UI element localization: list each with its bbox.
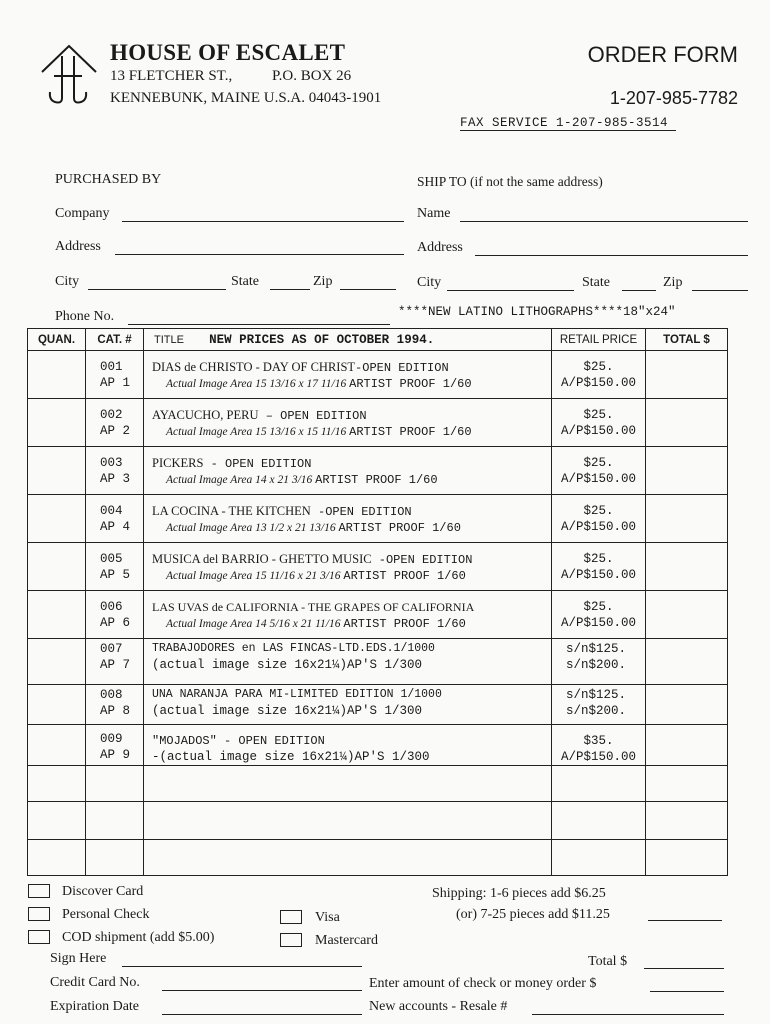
ship-address-field[interactable] bbox=[475, 255, 748, 256]
quan-cell[interactable] bbox=[28, 447, 86, 495]
purchased-by-heading: PURCHASED BY bbox=[55, 172, 162, 187]
title-cell[interactable] bbox=[144, 766, 552, 802]
col-title bbox=[144, 329, 552, 351]
quan-cell[interactable] bbox=[28, 685, 86, 725]
expiration-field[interactable] bbox=[162, 1014, 362, 1015]
total-cell[interactable] bbox=[646, 543, 728, 591]
image-size: (actual image size 16x21¼)AP'S 1/300 bbox=[152, 704, 423, 718]
col-retail: RETAIL PRICE bbox=[552, 329, 646, 351]
print-title: LA COCINA - THE KITCHEN bbox=[152, 504, 311, 518]
sign-label: Sign Here bbox=[50, 951, 107, 966]
price-cell[interactable] bbox=[552, 840, 646, 876]
ship-address-label: Address bbox=[417, 240, 463, 255]
quan-cell[interactable] bbox=[28, 802, 86, 840]
price: $25. bbox=[583, 552, 614, 566]
phone-number: 1-207-985-7782 bbox=[609, 88, 738, 108]
table-row bbox=[28, 591, 728, 639]
image-size: (actual image size 16x21¼)AP'S 1/300 bbox=[152, 658, 423, 672]
edition: -OPEN EDITION bbox=[371, 553, 473, 567]
ship-city-field[interactable] bbox=[447, 290, 574, 291]
table-row bbox=[28, 725, 728, 766]
artist-proof: ARTIST PROOF 1/60 bbox=[343, 569, 466, 583]
cat-number: 009 bbox=[100, 732, 123, 746]
artist-proof: ARTIST PROOF 1/60 bbox=[315, 473, 438, 487]
expiration-label: Expiration Date bbox=[50, 999, 140, 1014]
price-cell[interactable] bbox=[552, 802, 646, 840]
check-label: Personal Check bbox=[62, 907, 150, 922]
credit-card-label: Credit Card No. bbox=[50, 975, 140, 990]
ap-number: AP 4 bbox=[100, 520, 131, 534]
address-line1: 13 FLETCHER ST., bbox=[110, 68, 233, 84]
artist-proof: ARTIST PROOF 1/60 bbox=[349, 377, 472, 391]
address-label: Address bbox=[55, 239, 101, 254]
price: $25. bbox=[583, 456, 614, 470]
ap-number: AP 5 bbox=[100, 568, 131, 582]
total-cell[interactable] bbox=[646, 685, 728, 725]
ap-price: A/P$150.00 bbox=[560, 568, 636, 582]
print-title: PICKERS bbox=[152, 456, 204, 470]
ap-price: A/P$150.00 bbox=[560, 472, 636, 486]
mastercard-checkbox[interactable] bbox=[280, 933, 302, 947]
ap-price: A/P$150.00 bbox=[560, 520, 636, 534]
cat-number: 001 bbox=[100, 360, 123, 374]
quan-cell[interactable] bbox=[28, 639, 86, 685]
table-row bbox=[28, 351, 728, 399]
total-cell[interactable] bbox=[646, 591, 728, 639]
total-cell[interactable] bbox=[646, 351, 728, 399]
edition: -OPEN EDITION bbox=[310, 505, 412, 519]
col-title-label: TITLE bbox=[154, 333, 184, 346]
price: $25. bbox=[583, 360, 614, 374]
state-field[interactable] bbox=[270, 289, 310, 290]
cat-number: 007 bbox=[100, 642, 123, 656]
total-cell[interactable] bbox=[646, 725, 728, 766]
cat-number: 005 bbox=[100, 552, 123, 566]
table-row bbox=[28, 639, 728, 685]
artist-proof: ARTIST PROOF 1/60 bbox=[343, 617, 466, 631]
table-row bbox=[28, 802, 728, 840]
table-row bbox=[28, 543, 728, 591]
image-size: -(actual image size 16x21¼)AP'S 1/300 bbox=[152, 750, 430, 764]
ship-name-field[interactable] bbox=[460, 221, 748, 222]
print-title: MUSICA del BARRIO - GHETTO MUSIC bbox=[152, 552, 372, 566]
ap-price: s/n$200. bbox=[566, 704, 627, 718]
ap-price: s/n$200. bbox=[566, 658, 627, 672]
ap-price: A/P$150.00 bbox=[560, 376, 636, 390]
table-row bbox=[28, 495, 728, 543]
resale-label: New accounts - Resale # bbox=[369, 999, 508, 1014]
phone-label: Phone No. bbox=[55, 309, 115, 324]
table-row bbox=[28, 447, 728, 495]
state-label: State bbox=[231, 274, 259, 289]
mastercard-label: Mastercard bbox=[315, 933, 378, 948]
ap-price: A/P$150.00 bbox=[560, 616, 636, 630]
cod-checkbox[interactable] bbox=[28, 930, 50, 944]
shipping-field[interactable] bbox=[648, 920, 722, 921]
po-box: P.O. BOX 26 bbox=[272, 68, 352, 84]
price: s/n$125. bbox=[566, 642, 627, 656]
cat-cell[interactable] bbox=[86, 840, 144, 876]
table-row bbox=[28, 766, 728, 802]
col-quan: QUAN. bbox=[28, 329, 86, 351]
artist-proof: ARTIST PROOF 1/60 bbox=[349, 425, 472, 439]
price: $25. bbox=[583, 504, 614, 518]
image-area: Actual Image Area 15 13/16 x 17 11/16 bbox=[166, 378, 347, 390]
edition: -OPEN EDITION bbox=[355, 361, 449, 375]
company-name: HOUSE OF ESCALET bbox=[110, 40, 346, 65]
image-area: Actual Image Area 15 11/16 x 21 3/16 bbox=[166, 570, 341, 582]
fax-number: FAX SERVICE 1-207-985-3514 bbox=[460, 116, 676, 131]
total-cell[interactable] bbox=[646, 840, 728, 876]
cat-number: 008 bbox=[100, 688, 123, 702]
ap-number: AP 1 bbox=[100, 376, 131, 390]
quan-cell[interactable] bbox=[28, 591, 86, 639]
ap-price: A/P$150.00 bbox=[560, 750, 636, 764]
ship-city-label: City bbox=[417, 275, 442, 290]
check-checkbox[interactable] bbox=[28, 907, 50, 921]
quan-cell[interactable] bbox=[28, 725, 86, 766]
print-title: TRABAJODORES en LAS FINCAS-LTD.EDS.1/1000 bbox=[152, 642, 435, 655]
total-cell[interactable] bbox=[646, 399, 728, 447]
signature-field[interactable] bbox=[122, 966, 362, 967]
table-row bbox=[28, 399, 728, 447]
quan-cell[interactable] bbox=[28, 543, 86, 591]
escalet-logo bbox=[40, 42, 98, 106]
cat-number: 002 bbox=[100, 408, 123, 422]
credit-card-field[interactable] bbox=[162, 990, 362, 991]
enter-amount-label: Enter amount of check or money order $ bbox=[369, 976, 597, 991]
total-field[interactable] bbox=[644, 968, 724, 969]
ship-to-heading: SHIP TO (if not the same address) bbox=[417, 174, 603, 189]
form-title: ORDER FORM bbox=[587, 42, 738, 67]
cat-cell[interactable] bbox=[86, 766, 144, 802]
total-cell[interactable] bbox=[646, 802, 728, 840]
ship-zip-label: Zip bbox=[663, 275, 683, 290]
resale-field[interactable] bbox=[532, 1014, 724, 1015]
edition: – OPEN EDITION bbox=[258, 409, 367, 423]
ap-price: A/P$150.00 bbox=[560, 424, 636, 438]
price: $35. bbox=[583, 734, 614, 748]
cod-label: COD shipment (add $5.00) bbox=[62, 930, 215, 945]
print-title: AYACUCHO, PERU bbox=[152, 408, 259, 422]
ship-state-label: State bbox=[582, 275, 610, 290]
artist-proof: ARTIST PROOF 1/60 bbox=[338, 521, 461, 535]
company-label: Company bbox=[55, 206, 110, 221]
title-cell[interactable] bbox=[144, 840, 552, 876]
table-row bbox=[28, 685, 728, 725]
cat-number: 003 bbox=[100, 456, 123, 470]
ap-number: AP 9 bbox=[100, 748, 131, 762]
total-cell[interactable] bbox=[646, 766, 728, 802]
ship-zip-field[interactable] bbox=[692, 290, 748, 291]
price-cell[interactable] bbox=[552, 766, 646, 802]
city-field[interactable] bbox=[88, 289, 226, 290]
print-title: "MOJADOS" - OPEN EDITION bbox=[152, 734, 325, 748]
address-line2: KENNEBUNK, MAINE U.S.A. 04043-1901 bbox=[110, 90, 382, 106]
total-cell[interactable] bbox=[646, 495, 728, 543]
price: $25. bbox=[583, 408, 614, 422]
phone-field[interactable] bbox=[128, 324, 390, 325]
price: $25. bbox=[583, 600, 614, 614]
zip-field[interactable] bbox=[340, 289, 396, 290]
cat-number: 004 bbox=[100, 504, 123, 518]
order-table bbox=[27, 328, 727, 868]
quan-cell[interactable] bbox=[28, 840, 86, 876]
col-total: TOTAL $ bbox=[646, 329, 728, 351]
title-cell[interactable] bbox=[144, 802, 552, 840]
amount-field[interactable] bbox=[650, 991, 724, 992]
cat-number: 006 bbox=[100, 600, 123, 614]
ap-number: AP 7 bbox=[100, 658, 131, 672]
visa-label: Visa bbox=[315, 910, 340, 925]
company-field[interactable] bbox=[122, 221, 404, 222]
ap-number: AP 3 bbox=[100, 472, 131, 486]
zip-label: Zip bbox=[313, 274, 333, 289]
ap-number: AP 2 bbox=[100, 424, 131, 438]
lithographs-banner: ****NEW LATINO LITHOGRAPHS****18"x24" bbox=[398, 305, 676, 319]
image-area: Actual Image Area 15 13/16 x 15 11/16 bbox=[166, 426, 347, 438]
total-label: Total $ bbox=[588, 954, 628, 969]
discover-label: Discover Card bbox=[62, 884, 144, 899]
quan-cell[interactable] bbox=[28, 399, 86, 447]
shipping-rate-1: Shipping: 1-6 pieces add $6.25 bbox=[432, 886, 606, 901]
ap-number: AP 8 bbox=[100, 704, 131, 718]
total-cell[interactable] bbox=[646, 447, 728, 495]
ship-name-label: Name bbox=[417, 206, 451, 221]
ap-number: AP 6 bbox=[100, 616, 131, 630]
ship-state-field[interactable] bbox=[622, 290, 656, 291]
col-cat: CAT. # bbox=[86, 329, 144, 351]
edition: - OPEN EDITION bbox=[203, 457, 312, 471]
shipping-rate-2: (or) 7-25 pieces add $11.25 bbox=[456, 907, 610, 922]
quan-cell[interactable] bbox=[28, 495, 86, 543]
new-prices-note: NEW PRICES AS OF OCTOBER 1994. bbox=[209, 332, 435, 347]
image-area: Actual Image Area 14 x 21 3/16 bbox=[166, 474, 313, 486]
quan-cell[interactable] bbox=[28, 351, 86, 399]
discover-checkbox[interactable] bbox=[28, 884, 50, 898]
table-row bbox=[28, 840, 728, 876]
price: s/n$125. bbox=[566, 688, 627, 702]
quan-cell[interactable] bbox=[28, 766, 86, 802]
city-label: City bbox=[55, 274, 80, 289]
print-title: DIAS de CHRISTO - DAY OF CHRIST bbox=[152, 360, 356, 374]
cat-cell[interactable] bbox=[86, 802, 144, 840]
visa-checkbox[interactable] bbox=[280, 910, 302, 924]
print-title: UNA NARANJA PARA MI-LIMITED EDITION 1/1000 bbox=[152, 688, 442, 701]
image-area: Actual Image Area 13 1/2 x 21 13/16 bbox=[166, 522, 336, 534]
address-field[interactable] bbox=[115, 254, 404, 255]
print-title: LAS UVAS de CALIFORNIA - THE GRAPES OF CALIFORNIA bbox=[152, 600, 475, 614]
total-cell[interactable] bbox=[646, 639, 728, 685]
image-area: Actual Image Area 14 5/16 x 21 11/16 bbox=[166, 618, 341, 630]
